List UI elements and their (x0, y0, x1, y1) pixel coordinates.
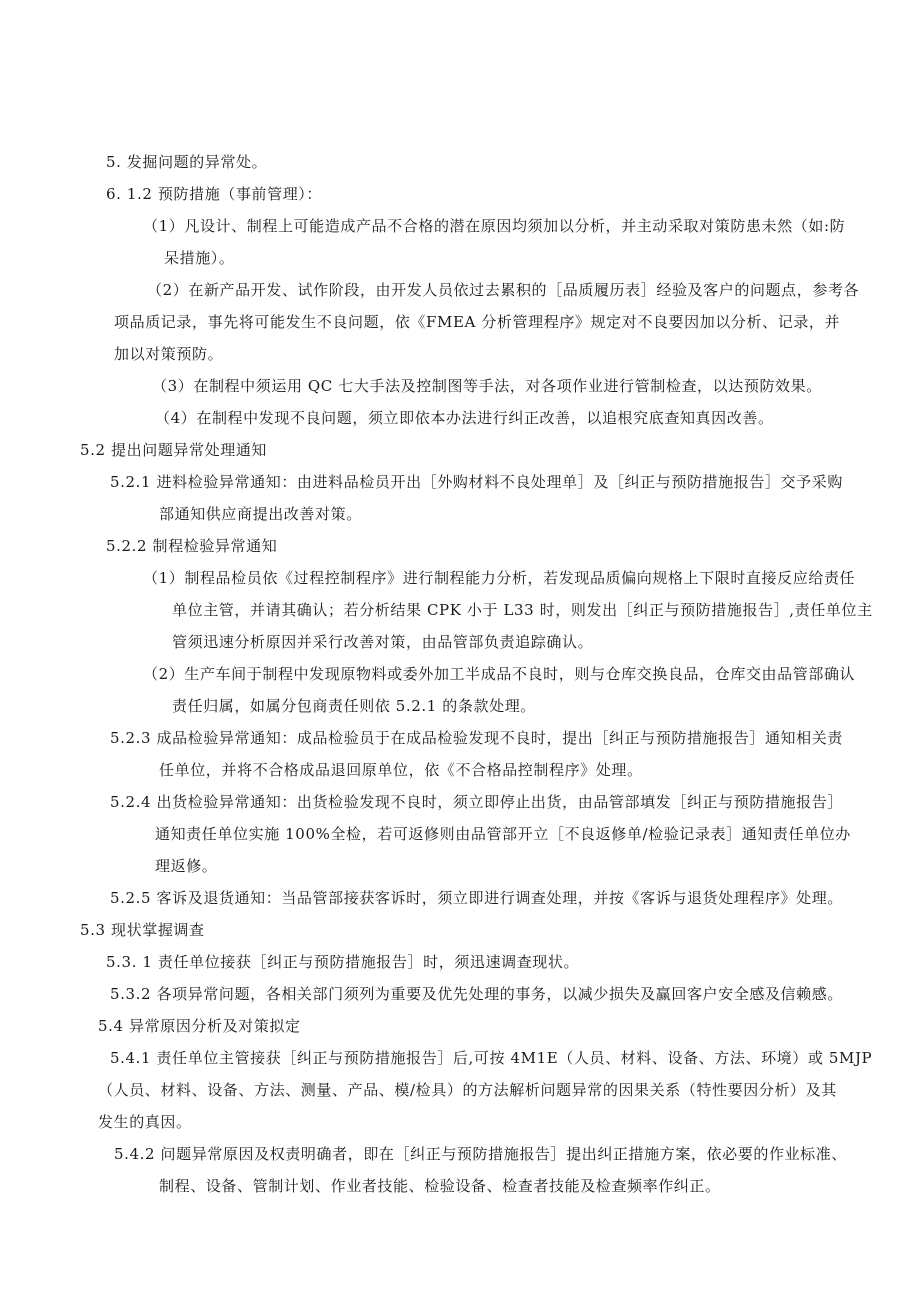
paragraph-line: （2）在新产品开发、试作阶段，由开发人员依过去累积的［品质履历表］经验及客户的问题点，参考各 (147, 281, 860, 299)
paragraph-line: 制程、设备、管制计划、作业者技能、检验设备、检查者技能及检查频率作纠正。 (159, 1177, 721, 1195)
paragraph-line: 责任归属，如属分包商责任则依 5.2.1 的条款处理。 (172, 697, 536, 715)
paragraph-line: 5.3. 1 责任单位接获［纠正与预防措施报告］时，须迅速调查现状。 (106, 953, 580, 971)
paragraph-line: 任单位，并将不合格成品退回原单位，依《不合格品控制程序》处理。 (159, 761, 643, 779)
paragraph-line: 5.2.5 客诉及退货通知：当品管部接获客诉时，须立即进行调查处理，并按《客诉与退货处理程序》处理。 (110, 889, 843, 907)
paragraph-line: 5.2.4 出货检验异常通知：出货检验发现不良时，须立即停止出货，由品管部填发［纠正与预防措施报告］ (110, 793, 843, 811)
paragraph-line: 通知责任单位实施 100%全检，若可返修则由品管部开立［不良返修单/检验记录表］通知责任单位办 (155, 825, 851, 843)
paragraph-line: 加以对策预防。 (114, 345, 224, 363)
section-heading-5-4: 5.4 异常原因分析及对策拟定 (98, 1017, 301, 1035)
paragraph-line: 5.3.2 各项异常问题，各相关部门须列为重要及优先处理的事务，以减少损失及赢回客户安全感及信赖感。 (110, 985, 843, 1003)
subsection-heading-5-2-2: 5.2.2 制程检验异常通知 (106, 537, 278, 555)
paragraph-line: （2）生产车间于制程中发现原物料或委外加工半成品不良时，则与仓库交换良品，仓库交由品管部确认 (143, 665, 856, 683)
paragraph-line: 单位主管，并请其确认；若分析结果 CPK 小于 L33 时，则发出［纠正与预防措施报告］,责任单位主 (172, 601, 873, 619)
paragraph-line: 5.4.2 问题异常原因及权责明确者，即在［纠正与预防措施报告］提出纠正措施方案，依必要的作业标准、 (114, 1145, 847, 1163)
paragraph-line: 5.2.1 进料检验异常通知：由进料品检员开出［外购材料不良处理单］及［纠正与预防措施报告］交予采购 (110, 473, 843, 491)
section-heading-5-2: 5.2 提出问题异常处理通知 (80, 441, 268, 459)
paragraph-line: 5.4.1 责任单位主管接获［纠正与预防措施报告］后,可按 4M1E（人员、材料、设备、方法、环境）或 5MJP (110, 1049, 873, 1067)
paragraph-line: 部通知供应商提出改善对策。 (159, 505, 362, 523)
paragraph-line: 呆措施）。 (164, 249, 235, 267)
paragraph-line: （人员、材料、设备、方法、测量、产品、模/检具）的方法解析问题异常的因果关系（特性要因分析）及其 (98, 1081, 837, 1099)
paragraph-line: 发生的真因。 (98, 1113, 192, 1131)
paragraph-line: （3）在制程中须运用 QC 七大手法及控制图等手法，对各项作业进行管制检查，以达预防效果。 (152, 377, 822, 395)
section-heading-5-3: 5.3 现状掌握调查 (80, 921, 205, 939)
paragraph-line: 5.2.3 成品检验异常通知：成品检验员于在成品检验发现不良时，提出［纠正与预防措施报告］通知相关责 (110, 729, 843, 747)
paragraph-line: 项品质记录，事先将可能发生不良问题，依《FMEA 分析管理程序》规定对不良要因加以分析、记录，并 (114, 313, 841, 331)
paragraph-line: （4）在制程中发现不良问题，须立即依本办法进行纠正改善，以追根究底查知真因改善。 (155, 409, 774, 427)
list-item-5: 5. 发掘问题的异常处。 (106, 153, 268, 171)
paragraph-line: 理返修。 (155, 857, 218, 875)
list-item-6-prevention-heading: 6. 1.2 预防措施（事前管理）： (106, 185, 323, 203)
paragraph-line: （1）凡设计、制程上可能造成产品不合格的潜在原因均须加以分析，并主动采取对策防患未然（如:防 (143, 217, 846, 235)
paragraph-line: （1）制程品检员依《过程控制程序》进行制程能力分析，若发现品质偏向规格上下限时直接反应给责任 (143, 569, 856, 587)
paragraph-line: 管须迅速分析原因并采行改善对策，由品管部负责追踪确认。 (172, 633, 594, 651)
